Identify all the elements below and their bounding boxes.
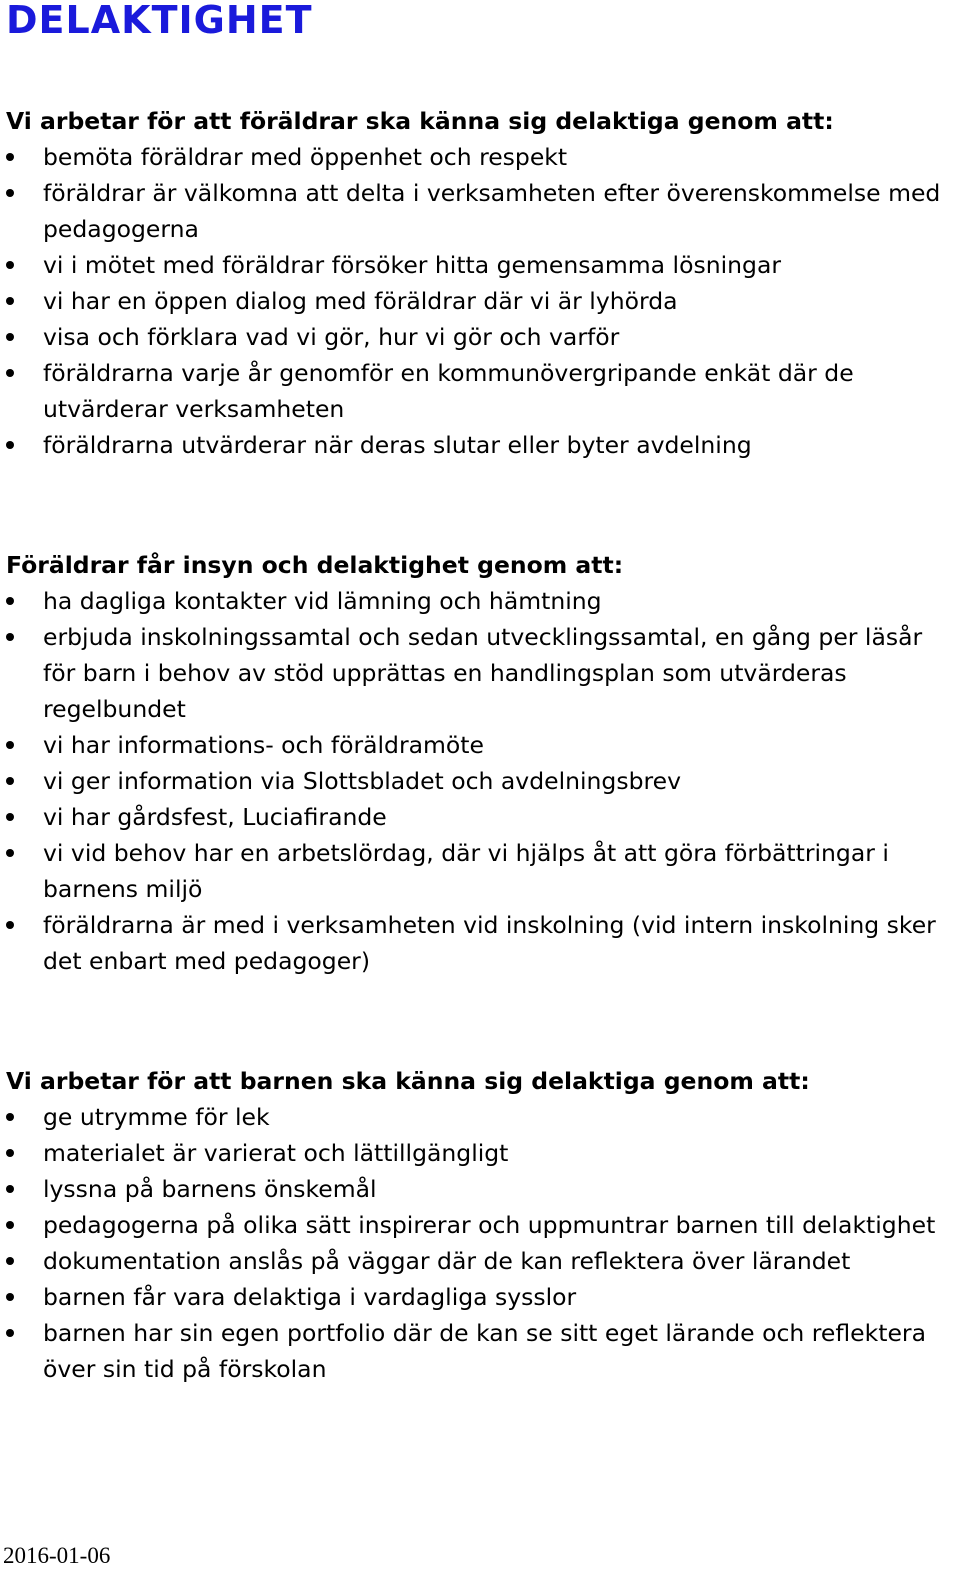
bullet-icon [6, 261, 14, 269]
list-item-text: dokumentation anslås på väggar där de kan reflektera över lärandet [43, 1247, 851, 1275]
list-item-text: vi vid behov har en arbetslördag, där vi hjälps åt att göra förbättringar i barnens miljö [43, 839, 889, 903]
section-heading: Föräldrar får insyn och delaktighet genom att: [6, 551, 624, 579]
section-heading: Vi arbetar för att föräldrar ska känna sig delaktiga genom att: [6, 107, 834, 135]
bullet-icon [6, 1329, 14, 1337]
list-item [0, 319, 960, 355]
bullet-icon [6, 777, 14, 785]
bullet-icon [6, 1149, 14, 1157]
list-item [0, 619, 960, 727]
bullet-list [0, 583, 960, 979]
bullet-icon [6, 921, 14, 929]
list-item [0, 1243, 960, 1279]
list-item-text: vi har en öppen dialog med föräldrar där vi är lyhörda [43, 287, 678, 315]
bullet-icon [6, 1257, 14, 1265]
section-heading: Vi arbetar för att barnen ska känna sig delaktiga genom att: [6, 1067, 810, 1095]
list-item [0, 907, 960, 979]
list-item [0, 1135, 960, 1171]
list-item [0, 799, 960, 835]
list-item-text: föräldrarna är med i verksamheten vid inskolning (vid intern inskolning sker det enbart med pedagoger) [43, 911, 936, 975]
list-item [0, 355, 960, 427]
list-item-text: vi har gårdsfest, Luciafirande [43, 803, 387, 831]
bullet-icon [6, 369, 14, 377]
bullet-icon [6, 153, 14, 161]
list-item-text: materialet är varierat och lättillgängligt [43, 1139, 509, 1167]
page-title: DELAKTIGHET [6, 0, 313, 42]
bullet-icon [6, 813, 14, 821]
list-item [0, 835, 960, 907]
list-item-text: vi i mötet med föräldrar försöker hitta gemensamma lösningar [43, 251, 782, 279]
list-item-text: vi ger information via Slottsbladet och avdelningsbrev [43, 767, 681, 795]
list-item-text: föräldrarna utvärderar när deras slutar eller byter avdelning [43, 431, 752, 459]
bullet-icon [6, 1185, 14, 1193]
list-item-text: lyssna på barnens önskemål [43, 1175, 377, 1203]
list-item [0, 1207, 960, 1243]
list-item [0, 139, 960, 175]
section-parents-insight [0, 547, 960, 979]
bullet-icon [6, 597, 14, 605]
list-item-text: vi har informations- och föräldramöte [43, 731, 484, 759]
list-item [0, 1099, 960, 1135]
section-parents-participation [0, 103, 960, 463]
list-item [0, 427, 960, 463]
list-item-text: visa och förklara vad vi gör, hur vi gör och varför [43, 323, 620, 351]
list-item-text: barnen får vara delaktiga i vardagliga sysslor [43, 1283, 577, 1311]
list-item-text: bemöta föräldrar med öppenhet och respekt [43, 143, 568, 171]
list-item [0, 583, 960, 619]
bullet-icon [6, 297, 14, 305]
list-item [0, 283, 960, 319]
list-item [0, 1279, 960, 1315]
list-item-text: barnen har sin egen portfolio där de kan se sitt eget lärande och reflektera över sin tid på förskolan [43, 1319, 926, 1383]
list-item-text: ha dagliga kontakter vid lämning och hämtning [43, 587, 602, 615]
bullet-icon [6, 333, 14, 341]
bullet-list [0, 1099, 960, 1387]
list-item-text: erbjuda inskolningssamtal och sedan utvecklingssamtal, en gång per läsår för barn i behov av stöd upprättas en handlingsplan som utvärderas regelbundet [43, 623, 923, 723]
list-item [0, 247, 960, 283]
list-item [0, 763, 960, 799]
list-item [0, 1171, 960, 1207]
bullet-icon [6, 849, 14, 857]
list-item [0, 727, 960, 763]
list-item-text: föräldrarna varje år genomför en kommunövergripande enkät där de utvärderar verksamheten [43, 359, 854, 423]
bullet-icon [6, 1113, 14, 1121]
list-item [0, 1315, 960, 1387]
list-item-text: pedagogerna på olika sätt inspirerar och uppmuntrar barnen till delaktighet [43, 1211, 936, 1239]
bullet-icon [6, 633, 14, 641]
footer-date: 2016-01-06 [3, 1543, 111, 1568]
bullet-icon [6, 1221, 14, 1229]
bullet-list [0, 139, 960, 463]
list-item-text: föräldrar är välkomna att delta i verksamheten efter överenskommelse med pedagogerna [43, 179, 941, 243]
bullet-icon [6, 1293, 14, 1301]
bullet-icon [6, 441, 14, 449]
list-item [0, 175, 960, 247]
bullet-icon [6, 189, 14, 197]
bullet-icon [6, 741, 14, 749]
section-children-participation [0, 1063, 960, 1387]
list-item-text: ge utrymme för lek [43, 1103, 270, 1131]
